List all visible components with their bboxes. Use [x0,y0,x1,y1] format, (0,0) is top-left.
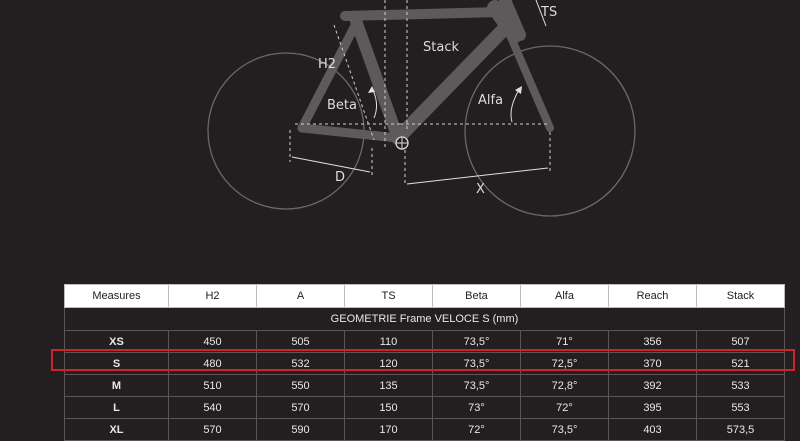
table-cell: 532 [257,353,345,375]
size-cell: L [65,397,169,419]
table-cell: 170 [345,419,433,441]
table-cell: 72,8° [521,375,609,397]
col-header-alfa: Alfa [521,285,609,308]
alfa-label: Alfa [478,93,504,108]
size-cell: S [65,353,169,375]
col-header-reach: Reach [609,285,697,308]
table-cell: 403 [609,419,697,441]
table-subtitle-row [65,308,785,331]
table-cell: 590 [257,419,345,441]
table-row [65,419,785,441]
x-label: X [476,182,485,197]
table-cell: 570 [169,419,257,441]
table-cell: 71° [521,331,609,353]
col-header-measures: Measures [65,285,169,308]
table-cell: 550 [257,375,345,397]
col-header-h2: H2 [169,285,257,308]
table-cell: 480 [169,353,257,375]
table-row [65,353,785,375]
bike-frame [302,0,550,138]
stack-label: Stack [423,40,459,55]
table-cell: 521 [697,353,785,375]
table-cell: 450 [169,331,257,353]
table-cell: 553 [697,397,785,419]
size-cell: XL [65,419,169,441]
table-cell: 150 [345,397,433,419]
table-cell: 73° [433,397,521,419]
table-cell: 570 [257,397,345,419]
col-header-ts: TS [345,285,433,308]
table-cell: 370 [609,353,697,375]
table-cell: 72° [433,419,521,441]
geometry-table [64,284,785,441]
table-cell: 73,5° [521,419,609,441]
table-cell: 120 [345,353,433,375]
table-cell: 72,5° [521,353,609,375]
size-cell: XS [65,331,169,353]
table-cell: 392 [609,375,697,397]
table-row [65,375,785,397]
table-cell: 507 [697,331,785,353]
table-cell: 533 [697,375,785,397]
table-row [65,331,785,353]
table-header-row [65,285,785,308]
table-subtitle: GEOMETRIE Frame VELOCE S (mm) [65,308,785,331]
table-cell: 505 [257,331,345,353]
table-cell: 73,5° [433,375,521,397]
table-cell: 110 [345,331,433,353]
beta-label: Beta [327,98,357,113]
ts-label: TS [541,5,558,20]
h2-label: H2 [318,57,337,72]
table-row [65,397,785,419]
table-cell: 573,5 [697,419,785,441]
table-cell: 356 [609,331,697,353]
table-cell: 135 [345,375,433,397]
table-cell: 510 [169,375,257,397]
d-label: D [335,170,346,185]
col-header-stack: Stack [697,285,785,308]
table-cell: 73,5° [433,331,521,353]
table-cell: 72° [521,397,609,419]
size-cell: M [65,375,169,397]
table-cell: 73,5° [433,353,521,375]
table-cell: 395 [609,397,697,419]
table-cell: 540 [169,397,257,419]
col-header-beta: Beta [433,285,521,308]
col-header-a: A [257,285,345,308]
